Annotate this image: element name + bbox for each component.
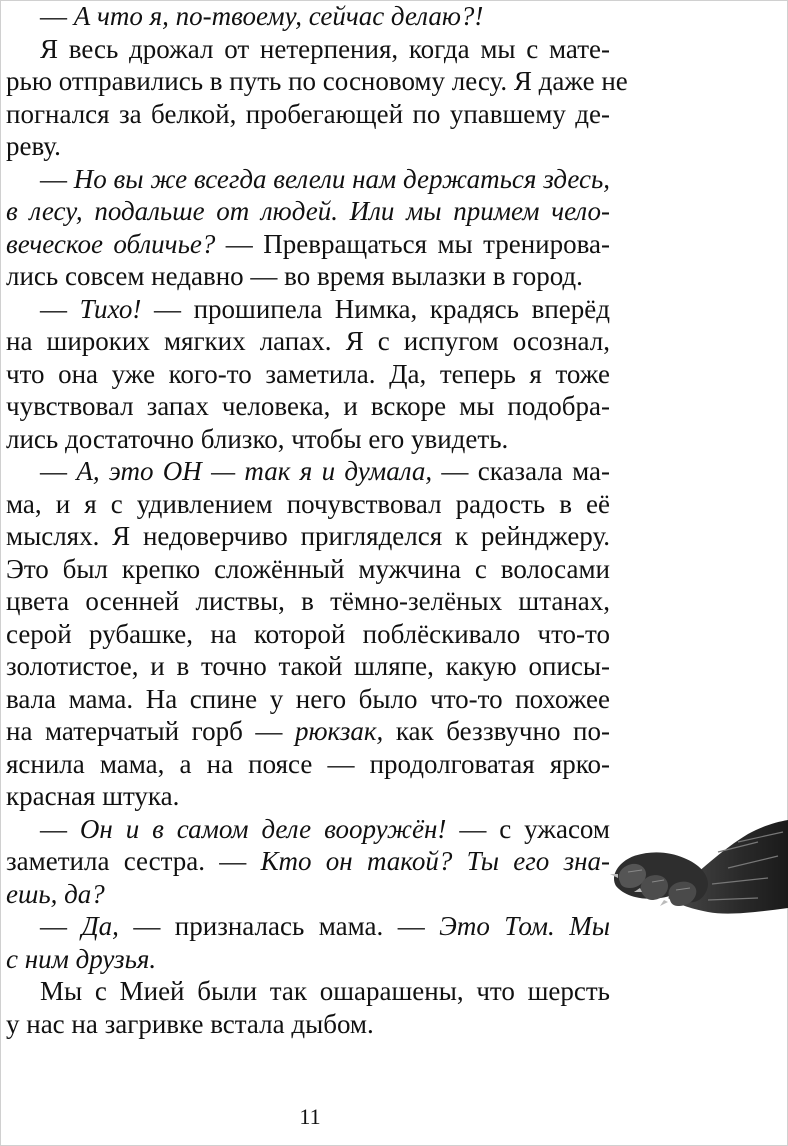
text-run: — (40, 293, 80, 324)
text-line (6, 715, 610, 748)
italic-text: Да, (81, 911, 119, 941)
text-line (6, 910, 610, 943)
text-line (6, 195, 610, 228)
text-run: Я весь дрожал от нетерпения, когда мы с мате- (40, 33, 610, 64)
text-line (6, 780, 610, 813)
text-run: лись достаточно близко, чтобы его увидеть. (6, 423, 509, 454)
text-run: — (40, 911, 82, 941)
text-run: — (40, 456, 77, 486)
italic-text: с ним друзья. (6, 943, 157, 974)
text-run: — прошипела Нимка, крадясь вперёд (141, 293, 611, 324)
text-line (6, 325, 610, 358)
text-line (6, 553, 610, 586)
text-run: яснила мама, а на поясе — продолговатая ярко- (6, 748, 610, 779)
text-line (6, 455, 610, 488)
italic-text: веческое обличье? (6, 228, 216, 259)
text-line (6, 228, 610, 261)
text-run: что она уже кого-то заметила. Да, теперь я тоже (6, 358, 610, 389)
text-run: красная штука. (6, 781, 180, 811)
text-run: на матерчатый горб — (6, 716, 296, 746)
italic-text: А, это ОН — так я и думала, (76, 456, 433, 486)
text-line (6, 650, 610, 683)
text-run: рью отправились в путь по сосновому лесу. Я даже не (6, 66, 628, 96)
italic-text: рюкзак, (295, 716, 384, 746)
text-run: серой рубашке, на которой поблёскивало что-то (6, 618, 610, 649)
italic-text: Но вы же всегда велели нам держаться здесь, (73, 163, 611, 194)
text-line (6, 0, 610, 33)
italic-text: в лесу, подальше от людей. Или мы примем чело- (6, 196, 610, 226)
text-line (6, 813, 610, 846)
text-run: — (40, 813, 80, 844)
text-line (6, 293, 610, 326)
text-run: заметила сестра. — (6, 846, 261, 876)
text-line (6, 390, 610, 423)
text-run: — Превращаться мы тренирова- (215, 228, 610, 259)
text-line (6, 683, 610, 716)
text-run: чувствовал запах человека, и вскоре мы подобра- (6, 391, 610, 421)
italic-text: Тихо! (79, 293, 142, 324)
italic-text: Он и в самом деле вооружён! (79, 813, 447, 844)
text-line (6, 488, 610, 521)
body-text (6, 0, 628, 1040)
text-run: золотистое, и в точно такой шляпе, какую описы- (6, 651, 610, 681)
text-line (6, 1008, 610, 1041)
text-line (6, 260, 610, 293)
text-line (6, 358, 610, 391)
page-number: 11 (299, 1104, 321, 1129)
text-line (6, 33, 610, 66)
italic-text: Это Том. Мы (439, 911, 611, 941)
text-line (6, 943, 610, 976)
text-line (6, 975, 610, 1008)
text-line (6, 520, 610, 553)
italic-text: А что я, по-твоему, сейчас делаю?! (73, 1, 484, 31)
text-run: как беззвучно по- (383, 716, 610, 746)
text-run: мыслях. Я недоверчиво пригляделся к рейнджеру. (6, 521, 610, 551)
text-line (6, 130, 610, 163)
italic-text: Кто он такой? Ты его зна- (260, 846, 611, 876)
text-line (6, 585, 610, 618)
text-run: цвета осенней листвы, в тёмно-зелёных штанах, (6, 586, 610, 616)
text-line (6, 878, 610, 911)
text-run: — с ужасом (446, 813, 610, 844)
text-line (6, 845, 610, 878)
text-run: — призналась мама. — (118, 911, 440, 941)
italic-text: ешь, да? (6, 878, 105, 909)
text-run: у нас на загривке встала дыбом. (6, 1008, 374, 1039)
text-run: ма, и я с удивлением почувствовал радость в её (6, 488, 610, 519)
text-run: реву. (6, 131, 61, 161)
text-run: Это был крепко сложённый мужчина с волосами (6, 553, 610, 584)
text-run: вала мама. На спине у него было что-то похожее (6, 683, 610, 714)
text-run: на широких мягких лапах. Я с испугом осознал, (6, 326, 610, 356)
text-line (6, 163, 610, 196)
text-line (6, 748, 610, 781)
text-line (6, 65, 628, 98)
text-run: — (40, 1, 74, 31)
text-line (6, 423, 610, 456)
text-run: — сказала ма- (432, 456, 610, 486)
text-run: — (40, 163, 74, 194)
text-line (6, 618, 610, 651)
text-line (6, 98, 610, 131)
text-run: лись совсем недавно — во время вылазки в город. (6, 261, 583, 291)
text-run: Мы с Мией были так ошарашены, что шерсть (40, 976, 610, 1006)
text-run: погнался за белкой, пробегающей по упавшему де- (6, 98, 610, 129)
paw-icon (608, 812, 788, 932)
